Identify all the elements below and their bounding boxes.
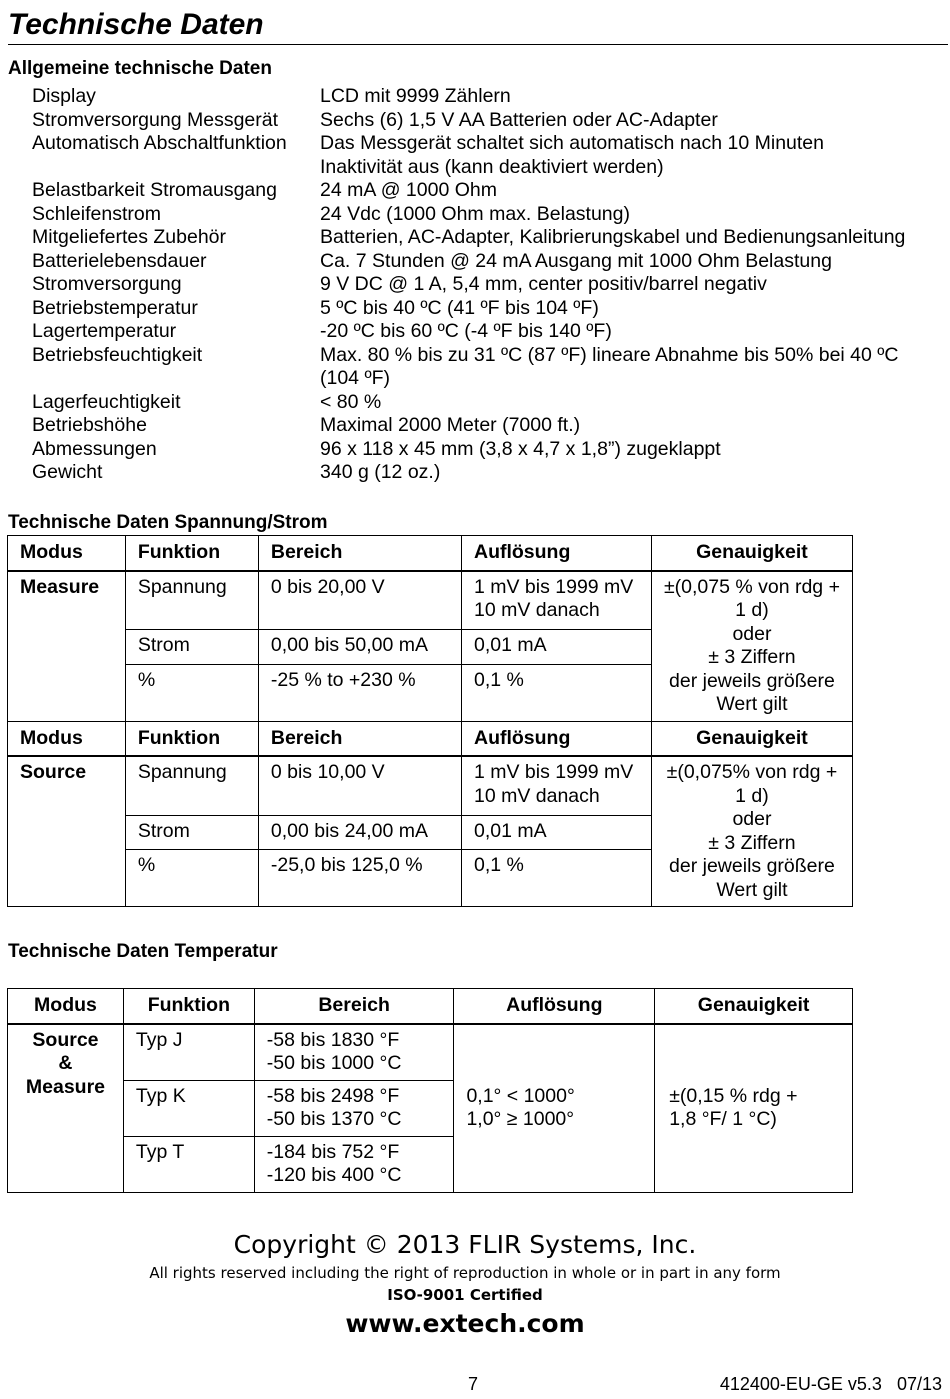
mode-source: Source	[8, 756, 126, 907]
accuracy-line: der jeweils größere	[669, 669, 835, 692]
header-bereich: Bereich	[254, 989, 454, 1024]
range-cell	[254, 1080, 454, 1136]
spec-label: Abmessungen	[32, 437, 157, 460]
table-row	[8, 756, 853, 815]
spec-label: Batterielebensdauer	[32, 249, 207, 272]
spec-value-line: 96 x 118 x 45 mm (3,8 x 4,7 x 1,8”) zugeklappt	[320, 437, 721, 460]
resolution-cell: 0,1 %	[461, 850, 651, 907]
header-aufloesung: Auflösung	[454, 989, 655, 1024]
spec-label: Mitgeliefertes Zubehör	[32, 226, 227, 248]
vi-specs-heading: Technische Daten Spannung/Strom	[8, 512, 328, 533]
func-cell: Strom	[125, 815, 258, 849]
spec-label: Lagertemperatur	[32, 320, 177, 342]
document-id: 412400-EU-GE v5.3 07/13	[719, 1374, 942, 1394]
spec-value-line: (104 ºF)	[320, 367, 390, 389]
spec-value	[320, 226, 905, 250]
spec-value-line: < 80 %	[320, 390, 382, 413]
spec-value	[320, 132, 824, 179]
spec-label: Stromversorgung Messgerät	[32, 108, 279, 131]
spec-value-line: 340 g (12 oz.)	[320, 461, 441, 483]
spec-value	[320, 203, 630, 227]
iso-certification: ISO-9001 Certified	[387, 1286, 543, 1304]
spec-value	[320, 85, 511, 109]
vi-header-row-measure	[8, 536, 853, 571]
spec-value	[320, 273, 767, 297]
func-cell: Spannung	[125, 756, 258, 815]
range-cell: 0 bis 20,00 V	[258, 571, 461, 630]
func-cell: %	[125, 664, 258, 721]
spec-label: Betriebstemperatur	[32, 296, 198, 319]
spec-label: Betriebsfeuchtigkeit	[32, 343, 203, 366]
table-row	[8, 1024, 853, 1081]
header-aufloesung: Auflösung	[461, 721, 651, 756]
range-cell: -25 % to +230 %	[258, 664, 461, 721]
header-modus: Modus	[8, 721, 126, 756]
spec-value-line: Maximal 2000 Meter (7000 ft.)	[320, 414, 581, 436]
copyright-notice: Copyright © 2013 FLIR Systems, Inc.	[233, 1230, 697, 1259]
range-cell: 0,00 bis 24,00 mA	[258, 815, 461, 849]
accuracy-line: oder	[732, 808, 772, 830]
range-cell	[254, 1024, 454, 1081]
spec-value	[320, 179, 497, 203]
accuracy-line: ±(0,075% von rdg +	[666, 761, 838, 783]
resolution-line: 1 mV bis 1999 mV	[473, 761, 634, 783]
accuracy-line: oder	[732, 622, 772, 645]
func-cell: Typ T	[123, 1136, 254, 1192]
spec-value	[320, 438, 721, 462]
mode-line: &	[58, 1052, 73, 1074]
range-line: -120 bis 400 °C	[266, 1164, 402, 1186]
resolution-line: 1,0° ≥ 1000°	[466, 1108, 575, 1130]
resolution-cell	[461, 571, 651, 630]
mode-line: Source	[32, 1028, 99, 1051]
func-cell: Typ K	[123, 1080, 254, 1136]
spec-value-line: Das Messgerät schaltet sich automatisch nach 10 Minuten	[320, 132, 825, 154]
range-line: -50 bis 1370 °C	[266, 1108, 402, 1130]
title-divider	[8, 44, 948, 45]
spec-value-line: LCD mit 9999 Zählern	[320, 85, 511, 107]
mode-source-measure	[8, 1024, 124, 1193]
page-title: Technische Daten	[8, 8, 264, 41]
spec-label: Lagerfeuchtigkeit	[32, 390, 181, 413]
spec-value-line: 9 V DC @ 1 A, 5,4 mm, center positiv/barrel negativ	[320, 273, 767, 295]
header-funktion: Funktion	[125, 536, 258, 571]
spec-value	[320, 391, 381, 415]
range-cell: -25,0 bis 125,0 %	[258, 850, 461, 907]
accuracy-line: 1 d)	[735, 599, 769, 621]
spec-value	[320, 344, 899, 391]
header-modus: Modus	[8, 989, 124, 1024]
spec-value	[320, 414, 580, 438]
spec-value-line: Inaktivität aus (kann deaktiviert werden)	[320, 155, 664, 178]
accuracy-line: 1 d)	[735, 784, 769, 807]
accuracy-line: Wert gilt	[716, 693, 788, 715]
spec-label: Display	[32, 85, 96, 107]
accuracy-line: 1,8 °F/ 1 °C)	[669, 1108, 777, 1130]
func-cell: Spannung	[125, 571, 258, 630]
accuracy-cell-source	[651, 756, 852, 907]
spec-value-line: Sechs (6) 1,5 V AA Batterien oder AC-Adapter	[320, 108, 718, 131]
spec-label: Schleifenstrom	[32, 202, 161, 225]
accuracy-line: der jeweils größere	[669, 855, 835, 877]
header-aufloesung: Auflösung	[461, 536, 651, 571]
resolution-line: 0,1° < 1000°	[466, 1084, 575, 1107]
spec-value	[320, 250, 832, 274]
range-line: -184 bis 752 °F	[266, 1140, 400, 1163]
table-row	[8, 571, 853, 630]
spec-label: Betriebshöhe	[32, 414, 147, 436]
vi-specs-table	[7, 535, 853, 907]
resolution-line: 10 mV danach	[473, 784, 600, 807]
spec-label: Stromversorgung	[32, 273, 182, 295]
header-bereich: Bereich	[258, 536, 461, 571]
header-genauigkeit: Genauigkeit	[651, 536, 852, 571]
spec-value-line: Max. 80 % bis zu 31 ºC (87 ºF) lineare Abnahme bis 50% bei 40 ºC	[320, 343, 899, 366]
spec-value	[320, 320, 612, 344]
header-genauigkeit: Genauigkeit	[651, 721, 852, 756]
spec-label: Gewicht	[32, 461, 103, 483]
temp-accuracy-cell	[655, 1024, 853, 1193]
temp-specs-table	[7, 988, 853, 1193]
mode-line: Measure	[25, 1075, 106, 1098]
func-cell: %	[125, 850, 258, 907]
func-cell: Strom	[125, 630, 258, 664]
resolution-line: 10 mV danach	[473, 599, 600, 621]
general-specs-heading: Allgemeine technische Daten	[8, 58, 272, 79]
accuracy-line: ± 3 Ziffern	[708, 831, 796, 854]
accuracy-line: Wert gilt	[716, 878, 788, 901]
accuracy-line: ±(0,15 % rdg +	[669, 1084, 798, 1107]
spec-value-line: Ca. 7 Stunden @ 24 mA Ausgang mit 1000 Ohm Belastung	[320, 249, 832, 272]
header-funktion: Funktion	[125, 721, 258, 756]
range-line: -58 bis 1830 °F	[266, 1028, 400, 1051]
page-number: 7	[468, 1374, 479, 1394]
resolution-cell: 0,01 mA	[461, 630, 651, 664]
accuracy-line: ±(0,075 % von rdg +	[663, 575, 840, 598]
accuracy-cell-measure	[651, 571, 852, 722]
resolution-cell: 0,01 mA	[461, 815, 651, 849]
range-cell: 0 bis 10,00 V	[258, 756, 461, 815]
range-line: -50 bis 1000 °C	[266, 1052, 402, 1074]
header-funktion: Funktion	[123, 989, 254, 1024]
mode-measure: Measure	[8, 571, 126, 722]
resolution-cell	[461, 756, 651, 815]
spec-label: Belastbarkeit Stromausgang	[32, 179, 277, 201]
spec-value-line: 24 mA @ 1000 Ohm	[320, 179, 497, 201]
temp-resolution-cell	[454, 1024, 655, 1193]
header-genauigkeit: Genauigkeit	[655, 989, 853, 1024]
header-modus: Modus	[8, 536, 126, 571]
spec-value-line: -20 ºC bis 60 ºC (-4 ºF bis 140 ºF)	[320, 320, 612, 342]
spec-value-line: Batterien, AC-Adapter, Kalibrierungskabel und Bedienungsanleitung	[320, 226, 906, 248]
func-cell: Typ J	[123, 1024, 254, 1081]
range-cell: 0,00 bis 50,00 mA	[258, 630, 461, 664]
website-link[interactable]: www.extech.com	[345, 1309, 585, 1338]
accuracy-line: ± 3 Ziffern	[708, 646, 796, 668]
spec-value	[320, 297, 599, 321]
resolution-line: 1 mV bis 1999 mV	[473, 575, 634, 598]
rights-notice: All rights reserved including the right of reproduction in whole or in part in any form	[149, 1264, 781, 1282]
range-line: -58 bis 2498 °F	[266, 1084, 400, 1107]
spec-value-line: 24 Vdc (1000 Ohm max. Belastung)	[320, 202, 630, 225]
spec-label: Automatisch Abschaltfunktion	[32, 132, 287, 154]
header-bereich: Bereich	[258, 721, 461, 756]
spec-value-line: 5 ºC bis 40 ºC (41 ºF bis 104 ºF)	[320, 296, 599, 319]
temp-specs-heading: Technische Daten Temperatur	[8, 941, 278, 962]
vi-header-row-source	[8, 721, 853, 756]
resolution-cell: 0,1 %	[461, 664, 651, 721]
temp-header-row	[8, 989, 853, 1024]
range-cell	[254, 1136, 454, 1192]
spec-value	[320, 461, 440, 485]
spec-value	[320, 109, 718, 133]
